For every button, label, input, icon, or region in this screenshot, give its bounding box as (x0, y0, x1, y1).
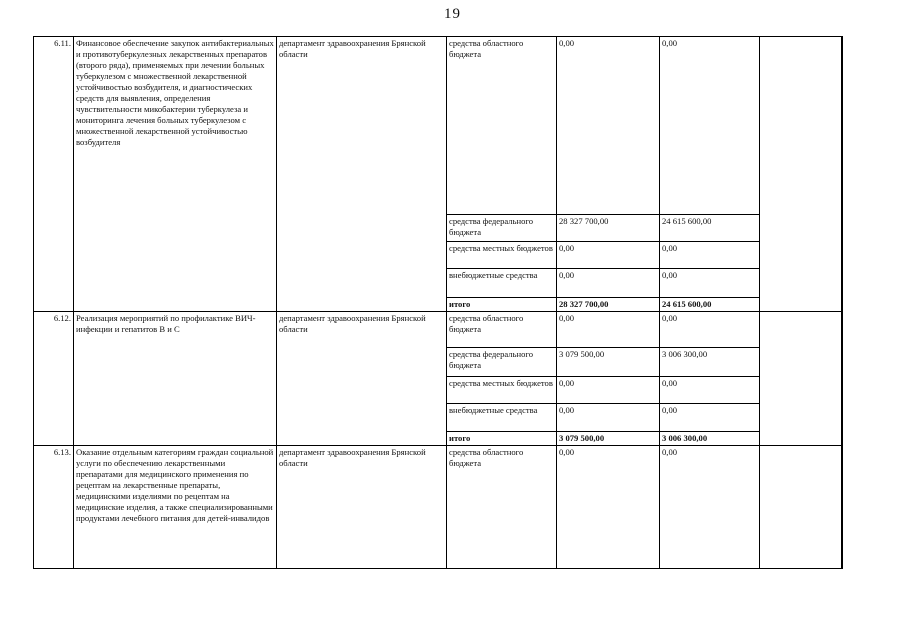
item-name: Оказание отдельным категориям граждан социальной услуги по обеспечению лекарственными препаратами для медицинского применения по рецептам на лекарственные препараты, медицинскими изделиями по рецептам на медицинские изделия, а также специализированными продуктами лечебного питания для детей-инвалидов (74, 446, 277, 569)
amount-year-2: 0,00 (660, 312, 760, 348)
total-year-2: 24 615 600,00 (660, 298, 760, 312)
funding-source: внебюджетные средства (447, 404, 557, 432)
empty-cell (760, 446, 842, 569)
amount-year-1: 0,00 (557, 37, 660, 215)
amount-year-1: 0,00 (557, 269, 660, 298)
item-number: 6.13. (34, 446, 74, 569)
funding-source: средства областного бюджета (447, 446, 557, 569)
amount-year-1: 3 079 500,00 (557, 348, 660, 377)
total-year-1: 3 079 500,00 (557, 432, 660, 446)
item-number: 6.11. (34, 37, 74, 312)
amount-year-1: 28 327 700,00 (557, 215, 660, 242)
amount-year-1: 0,00 (557, 312, 660, 348)
amount-year-2: 0,00 (660, 242, 760, 269)
amount-year-2: 0,00 (660, 269, 760, 298)
budget-table (33, 36, 843, 569)
amount-year-1: 0,00 (557, 404, 660, 432)
amount-year-2: 0,00 (660, 37, 760, 215)
funding-source: средства федерального бюджета (447, 215, 557, 242)
amount-year-1: 0,00 (557, 446, 660, 569)
total-label: итого (447, 432, 557, 446)
total-label: итого (447, 298, 557, 312)
item-number: 6.12. (34, 312, 74, 446)
funding-source: средства местных бюджетов (447, 377, 557, 404)
funding-source: средства областного бюджета (447, 312, 557, 348)
funding-source: внебюджетные средства (447, 269, 557, 298)
funding-source: средства федерального бюджета (447, 348, 557, 377)
total-year-1: 28 327 700,00 (557, 298, 660, 312)
total-year-2: 3 006 300,00 (660, 432, 760, 446)
amount-year-2: 0,00 (660, 377, 760, 404)
item-executor: департамент здравоохранения Брянской области (277, 446, 447, 569)
amount-year-2: 24 615 600,00 (660, 215, 760, 242)
item-executor: департамент здравоохранения Брянской области (277, 37, 447, 312)
empty-cell (760, 312, 842, 446)
funding-source: средства местных бюджетов (447, 242, 557, 269)
table-row (34, 37, 842, 215)
amount-year-1: 0,00 (557, 377, 660, 404)
amount-year-2: 0,00 (660, 446, 760, 569)
table-row (34, 312, 842, 348)
empty-cell (760, 37, 842, 312)
item-name: Финансовое обеспечение закупок антибактериальных и противотуберкулезных лекарственных препаратов (второго ряда), применяемых при лечении больных туберкулезом с множественной лекарственной устойчивостью возбудителя, и диагностических средств для выявления, определения чувствительности микобактерии туберкулеза и мониторинга лечения больных туберкулезом с множественной лекарственной устойчивостью возбудителя (74, 37, 277, 312)
amount-year-2: 3 006 300,00 (660, 348, 760, 377)
amount-year-2: 0,00 (660, 404, 760, 432)
item-name: Реализация мероприятий по профилактике ВИЧ-инфекции и гепатитов В и С (74, 312, 277, 446)
page-number: 19 (444, 6, 461, 22)
item-executor: департамент здравоохранения Брянской области (277, 312, 447, 446)
funding-source: средства областного бюджета (447, 37, 557, 215)
amount-year-1: 0,00 (557, 242, 660, 269)
table-row (34, 446, 842, 569)
